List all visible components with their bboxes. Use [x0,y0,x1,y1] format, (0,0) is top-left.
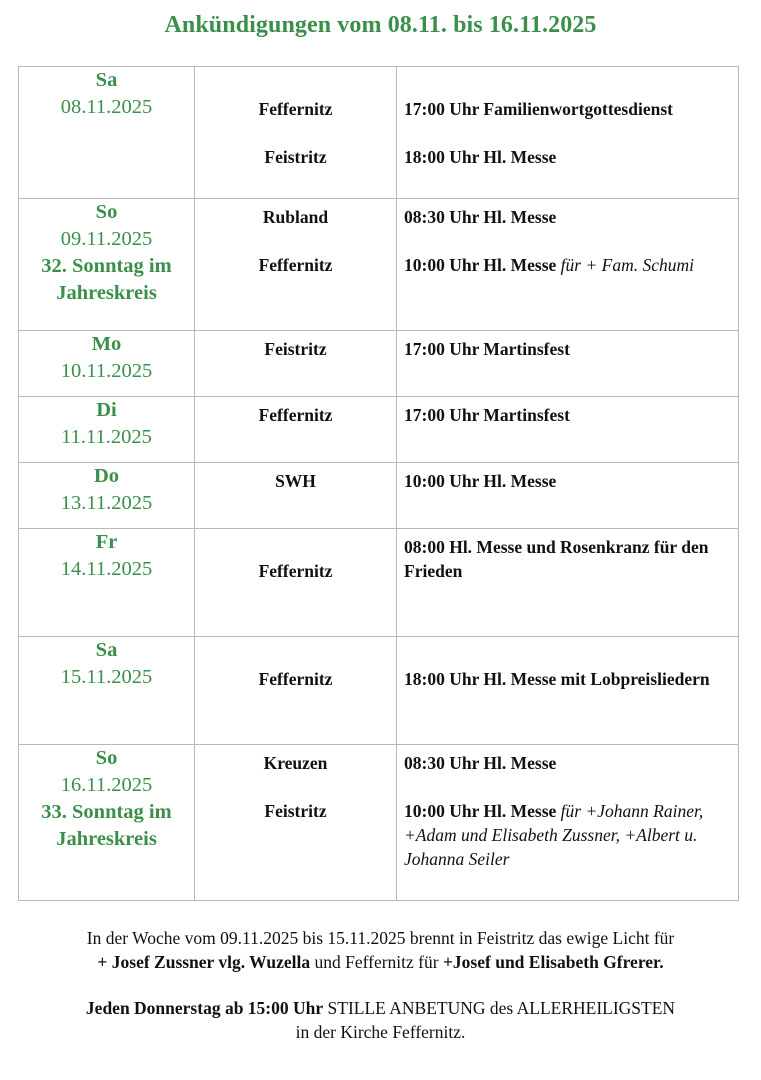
event-cell [397,199,739,331]
page-title: Ankündigungen vom 08.11. bis 16.11.2025 [164,12,597,38]
event-note: für +Johann Rainer, +Adam und Elisabeth Zussner, +Albert u. Johanna Seiler [404,801,704,869]
date: 11.11.2025 [61,426,152,448]
weekday: Sa [95,639,118,661]
date-cell [19,463,195,529]
date: 08.11.2025 [60,96,153,118]
event-text: 17:00 Uhr Familienwortgottesdienst [404,99,673,119]
date: 13.11.2025 [60,492,153,514]
date-cell [19,397,195,463]
adoration-notice [0,996,761,1044]
weekday: Sa [95,69,118,91]
date: 15.11.2025 [60,666,153,688]
table-row [19,331,739,397]
date-cell [19,637,195,745]
location: Feffernitz [258,561,333,581]
schedule-table [18,66,739,901]
event-cell [397,637,739,745]
event-cell [397,463,739,529]
location-cell [195,745,397,901]
date-cell [19,199,195,331]
event-text: 10:00 Uhr Hl. Messe [404,801,557,821]
weekday: Do [93,465,120,487]
table-row [19,637,739,745]
weekday: Di [96,399,117,421]
event-text: 17:00 Uhr Martinsfest [404,339,570,359]
date: 16.11.2025 [60,774,153,796]
location: Feistritz [264,801,327,821]
event-cell [397,397,739,463]
location: SWH [275,471,316,491]
location: Feffernitz [258,99,333,119]
event-cell [397,331,739,397]
location: Feffernitz [258,405,333,425]
event-text: 10:00 Uhr Hl. Messe [404,255,557,275]
location-cell [195,199,397,331]
event-text: 08:30 Uhr Hl. Messe [404,753,557,773]
event-cell [397,67,739,199]
location-cell [195,463,397,529]
light-intro: In der Woche vom 09.11.2025 bis 15.11.2025 brennt in Feistritz das ewige Licht für [86,928,675,948]
weekday: Mo [91,333,122,355]
light-person-1: + Josef Zussner vlg. Wuzella [97,952,311,972]
table-row [19,529,739,637]
location: Rubland [262,207,329,227]
weekday: So [95,201,118,223]
event-note: für + Fam. Schumi [560,255,694,275]
event-cell [397,529,739,637]
event-text: 10:00 Uhr Hl. Messe [404,471,557,491]
light-person-2: +Josef und Elisabeth Gfrerer. [442,952,664,972]
location: Feffernitz [258,669,333,689]
occasion: 33. Sonntag im Jahreskreis [41,801,172,850]
event-text: 08:30 Uhr Hl. Messe [404,207,557,227]
location: Feistritz [264,339,327,359]
location-cell [195,397,397,463]
date: 10.11.2025 [60,360,153,382]
date: 14.11.2025 [60,558,153,580]
table-row [19,745,739,901]
adoration-place: in der Kirche Feffernitz. [295,1022,466,1042]
date-cell [19,745,195,901]
table-row [19,199,739,331]
weekday: So [95,747,118,769]
date-cell [19,529,195,637]
event-text: 08:00 Hl. Messe und Rosenkranz für den Frieden [404,537,709,581]
location-cell [195,529,397,637]
adoration-time: Jeden Donnerstag ab 15:00 Uhr [85,998,324,1018]
event-text: 17:00 Uhr Martinsfest [404,405,570,425]
date-cell [19,331,195,397]
location: Feffernitz [258,255,333,275]
date-cell [19,67,195,199]
location: Feistritz [264,147,327,167]
light-mid: und Feffernitz für [310,952,443,972]
location: Kreuzen [263,753,328,773]
location-cell [195,331,397,397]
table-row [19,463,739,529]
table-row [19,67,739,199]
date: 09.11.2025 [60,228,153,250]
event-text: 18:00 Uhr Hl. Messe mit Lobpreisliedern [404,669,710,689]
location-cell [195,67,397,199]
location-cell [195,637,397,745]
event-text: 18:00 Uhr Hl. Messe [404,147,557,167]
table-row [19,397,739,463]
eternal-light-notice [0,926,761,974]
weekday: Fr [95,531,118,553]
occasion: 32. Sonntag im Jahreskreis [41,255,172,304]
adoration-text: STILLE ANBETUNG des ALLERHEILIGSTEN [323,998,676,1018]
event-cell [397,745,739,901]
